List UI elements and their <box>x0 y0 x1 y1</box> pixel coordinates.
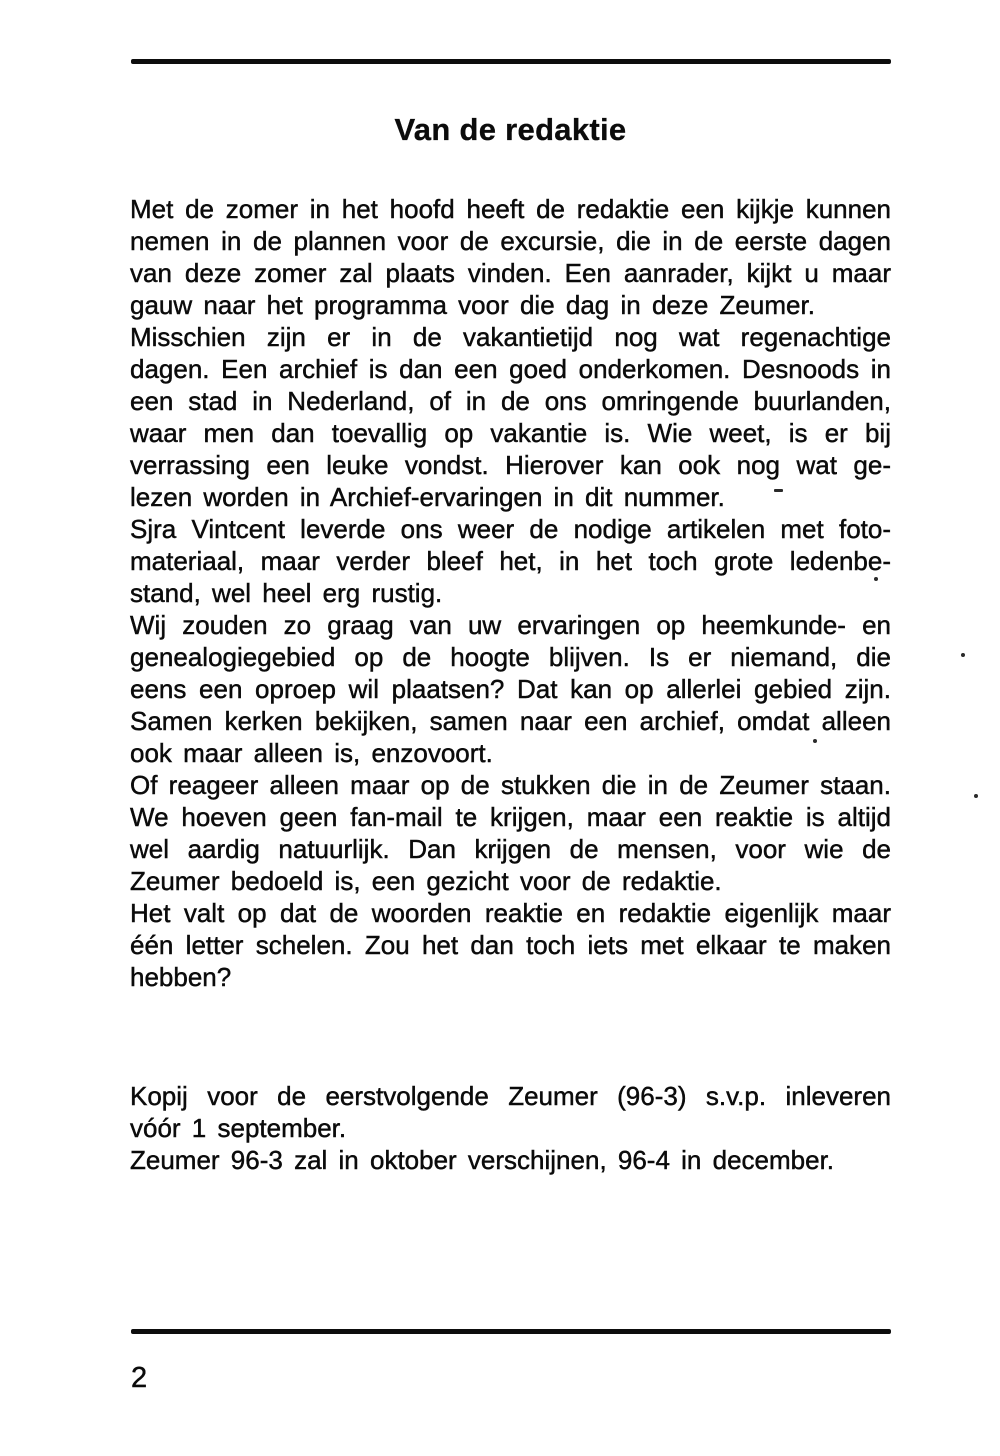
text-line: Of reageer alleen maar op de stukken die in de Zeumer staan. <box>130 770 891 800</box>
scan-speck <box>774 489 783 492</box>
text-line: waar men dan toevallig op vakantie is. Wie weet, is er bij <box>130 418 891 448</box>
text-line: stand, wel heel erg rustig. <box>130 578 443 608</box>
top-rule <box>131 59 891 64</box>
footer-text <box>130 1080 891 1176</box>
text-line: Samen kerken bekijken, samen naar een archief, omdat alleen <box>130 706 891 736</box>
text-line: lezen worden in Archief-ervaringen in dit nummer. <box>130 482 725 512</box>
text-line: één letter schelen. Zou het dan toch iets met elkaar te maken <box>130 930 891 960</box>
text-line: wel aardig natuurlijk. Dan krijgen de mensen, voor wie de <box>130 834 891 864</box>
page-number: 2 <box>131 1362 148 1394</box>
text-line: Zeumer bedoeld is, een gezicht voor de redaktie. <box>130 866 722 896</box>
bottom-rule <box>131 1329 891 1334</box>
paragraph <box>130 609 891 705</box>
text-line: genealogiegebied op de hoogte blijven. Is er niemand, die <box>130 642 891 672</box>
text-line: Het valt op dat de woorden reaktie en redaktie eigenlijk maar <box>130 898 891 928</box>
paragraph <box>130 705 891 769</box>
text-line: We hoeven geen fan-mail te krijgen, maar een reaktie is altijd <box>130 802 891 832</box>
paragraph <box>130 769 891 897</box>
text-line: dagen. Een archief is dan een goed onderkomen. Desnoods in <box>130 354 891 384</box>
text-line: Sjra Vintcent leverde ons weer de nodige artikelen met foto- <box>130 514 891 544</box>
text-line: Kopij voor de eerstvolgende Zeumer (96-3) s.v.p. inleveren <box>130 1081 891 1111</box>
scan-speck <box>813 739 817 743</box>
paragraph <box>130 1144 891 1176</box>
text-line: Misschien zijn er in de vakantietijd nog wat regenachtige <box>130 322 891 352</box>
paragraph <box>130 513 891 609</box>
text-line: hebben? <box>130 962 232 992</box>
body-text <box>130 193 891 993</box>
text-line: een stad in Nederland, of in de ons omringende buurlanden, <box>130 386 891 416</box>
page-title: Van de redaktie <box>394 111 627 147</box>
paragraph <box>130 1080 891 1144</box>
text-line: gauw naar het programma voor die dag in deze Zeumer. <box>130 290 815 320</box>
text-line: Wij zouden zo graag van uw ervaringen op heemkunde- en <box>130 610 891 640</box>
text-line: ook maar alleen is, enzovoort. <box>130 738 493 768</box>
paragraph <box>130 193 891 321</box>
scan-speck <box>974 794 978 798</box>
paragraph <box>130 321 891 513</box>
text-line: eens een oproep wil plaatsen? Dat kan op allerlei gebied zijn. <box>130 674 891 704</box>
text-line: Zeumer 96-3 zal in oktober verschijnen, 96-4 in december. <box>130 1145 835 1175</box>
scan-speck <box>874 577 878 581</box>
text-line: nemen in de plannen voor de excursie, die in de eerste dagen <box>130 226 891 256</box>
text-line: materiaal, maar verder bleef het, in het toch grote ledenbe- <box>130 546 891 576</box>
text-line: van deze zomer zal plaats vinden. Een aanrader, kijkt u maar <box>130 258 891 288</box>
text-line: Met de zomer in het hoofd heeft de redaktie een kijkje kunnen <box>130 194 891 224</box>
text-line: verrassing een leuke vondst. Hierover kan ook nog wat ge- <box>130 450 891 480</box>
scan-speck <box>961 653 965 657</box>
text-line: vóór 1 september. <box>130 1113 347 1143</box>
paragraph <box>130 897 891 993</box>
